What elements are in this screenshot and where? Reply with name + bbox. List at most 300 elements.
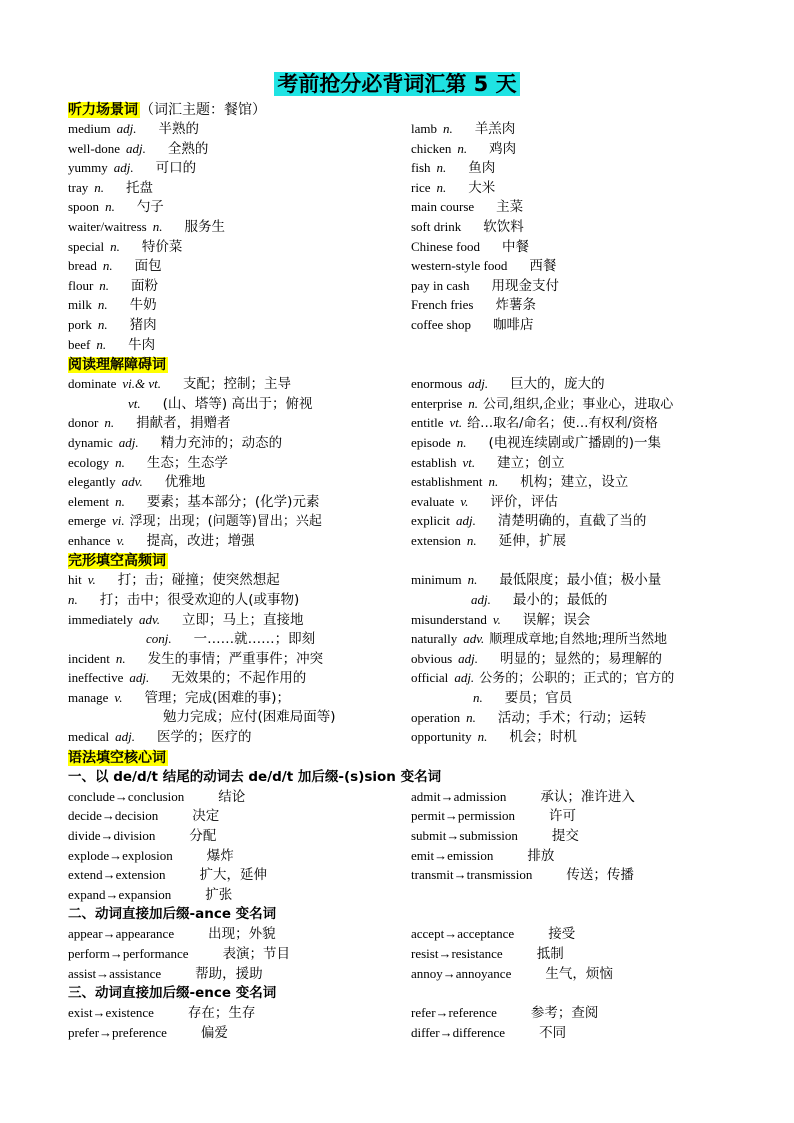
entry-word: lamb [411, 121, 437, 136]
entry-pos: n. [443, 121, 453, 136]
entry-meaning: 羊羔肉 [474, 121, 516, 137]
entry-meaning: 帮助，援助 [195, 965, 263, 982]
entry-meaning: 面包 [134, 258, 162, 275]
entry-pos: adj. [115, 729, 136, 745]
vocab-row [68, 374, 758, 394]
entry-meaning: 机会；时机 [509, 729, 577, 746]
vocab-row [68, 315, 758, 335]
right-entry [411, 806, 576, 827]
entry-meaning: 活动；手术；行动；运转 [497, 709, 647, 726]
right-entry [473, 688, 572, 709]
left-entry [68, 610, 304, 631]
entry-meaning: 牛肉 [128, 336, 156, 353]
entry-pos: v. [87, 572, 96, 588]
entry-meaning: 面粉 [131, 277, 159, 294]
entry-pos: adv. [138, 611, 161, 627]
entry-pos: adj. [468, 376, 489, 392]
right-entry [471, 590, 607, 611]
right-entry [411, 846, 554, 867]
left-entry [68, 688, 290, 709]
entry-pos: n. [96, 336, 107, 352]
entry-meaning: 一……就……；即刻 [193, 631, 316, 648]
left-entry [68, 276, 158, 297]
vocab-row [68, 964, 758, 984]
vocab-row [68, 727, 758, 747]
entry-meaning: 给…取名/命名；使…有权利/资格 [467, 416, 658, 432]
entry-pos: n. [68, 592, 78, 608]
entry-pos: n. [94, 179, 104, 195]
entry-meaning: 最小的；最低的 [512, 592, 608, 609]
right-entry [411, 924, 575, 945]
entry-word: expand→expansion [68, 886, 172, 902]
entry-pos: n. [466, 709, 476, 725]
entry-meaning: 分配 [189, 828, 217, 844]
entry-word: ecology [68, 454, 110, 470]
entry-pos: adj. [113, 160, 134, 176]
section-heading-note: （词汇主题：餐馆） [140, 102, 266, 118]
entry-word: minimum [411, 572, 462, 588]
right-entry [411, 511, 646, 532]
left-entry [68, 413, 231, 434]
left-entry [68, 374, 291, 395]
vocab-row [68, 119, 758, 139]
entry-word: medium [68, 121, 111, 136]
entry-meaning: 误解；误会 [522, 611, 591, 628]
entry-word: differ→difference [411, 1024, 506, 1040]
left-entry [68, 727, 252, 748]
entry-word: western-style food [411, 258, 508, 274]
entry-meaning: 公务的；公职的；正式的；官方的 [479, 671, 675, 687]
section-heading [68, 747, 758, 767]
right-entry [411, 531, 566, 552]
entry-meaning: 巨大的，庞大的 [510, 376, 605, 393]
entry-word: hit [68, 572, 82, 588]
entry-word: explode→explosion [68, 847, 173, 863]
right-entry [411, 256, 556, 277]
entry-pos: n. [488, 474, 499, 490]
right-entry [411, 374, 605, 395]
entry-word: divide→division [68, 828, 156, 843]
left-entry [68, 315, 157, 336]
entry-meaning: 抵制 [536, 945, 564, 962]
entry-meaning: 咖啡店 [493, 316, 534, 333]
right-entry [411, 433, 661, 454]
entry-word: rice [411, 179, 431, 195]
vocab-row [68, 1023, 758, 1043]
right-entry [411, 964, 613, 985]
entry-meaning: 机构；建立，设立 [520, 474, 629, 491]
vocab-row [68, 846, 758, 866]
entry-word: official [411, 670, 449, 686]
vocab-row [68, 826, 758, 846]
right-entry [411, 453, 565, 474]
entry-pos: n. [152, 218, 163, 234]
vocab-row [68, 708, 758, 728]
right-entry [411, 178, 495, 199]
entry-word: special [68, 238, 105, 254]
page-title [0, 68, 794, 100]
entry-word: immediately [68, 611, 133, 627]
left-entry [68, 139, 208, 160]
entry-word: obvious [411, 650, 453, 666]
entry-meaning: 表演；节目 [222, 945, 291, 962]
entry-meaning: (山、塔等) 高出于；俯视 [162, 395, 313, 412]
entry-pos: v. [492, 611, 501, 627]
vocab-row [68, 413, 758, 433]
entry-meaning: 排放 [527, 847, 555, 864]
entry-meaning: 医学的；医疗的 [157, 729, 252, 746]
vocab-row [68, 865, 758, 885]
vocab-row [68, 787, 758, 807]
section-heading [68, 99, 758, 119]
entry-word: accept→acceptance [411, 926, 515, 942]
entry-pos: n. [477, 729, 488, 745]
entry-word: dynamic [68, 434, 113, 450]
entry-pos: n. [97, 316, 108, 332]
entry-pos: adj. [118, 434, 139, 450]
entry-meaning: 延伸，扩展 [498, 532, 567, 549]
entry-meaning: 扩张 [205, 886, 233, 903]
vocab-row [68, 511, 758, 531]
entry-meaning: 特价菜 [141, 238, 183, 255]
entry-word: enterprise [411, 395, 463, 411]
entry-pos: adj. [456, 513, 476, 529]
entry-word: extend→extension [68, 867, 166, 883]
entry-word: pay in cash [411, 277, 470, 293]
right-entry [411, 158, 495, 179]
left-entry [68, 237, 182, 258]
entry-meaning: 发生的事情；严重事件；冲突 [147, 650, 324, 667]
entry-word: donor [68, 415, 99, 431]
entry-word: annoy→annoyance [411, 965, 512, 981]
entry-word: emit→emission [411, 847, 494, 863]
left-entry [68, 924, 276, 945]
left-entry [68, 531, 255, 552]
entry-pos: v. [460, 493, 469, 509]
entry-meaning: 要员；官员 [504, 690, 573, 707]
entry-pos: adv. [463, 631, 485, 647]
entry-meaning: 顺理成章地;自然地;理所当然地 [489, 632, 668, 648]
right-entry [411, 217, 524, 238]
right-entry [411, 1003, 598, 1024]
vocab-row [68, 335, 758, 355]
entry-meaning: 结论 [218, 788, 246, 805]
left-entry [68, 826, 216, 847]
left-entry [68, 1003, 255, 1024]
entry-meaning: 存在；生存 [187, 1005, 256, 1022]
entry-pos: n. [436, 160, 447, 176]
entry-meaning: 西餐 [529, 258, 557, 275]
entry-pos: v. [114, 690, 123, 706]
section-heading-label: 语法填空核心词 [68, 749, 166, 766]
vocab-row [68, 178, 758, 198]
entry-word: decide→decision [68, 808, 159, 824]
entry-pos: adj. [129, 670, 150, 686]
entry-pos: adj. [458, 650, 479, 666]
entry-meaning: 管理；完成(困难的事)； [144, 690, 291, 707]
entry-meaning: 打；击中；很受欢迎的人(或事物) [99, 592, 300, 609]
entry-meaning: 提交 [551, 828, 579, 844]
entry-meaning: 中餐 [501, 238, 529, 255]
entry-word: main course [411, 199, 475, 215]
entry-word: establishment [411, 474, 483, 490]
entry-pos: adj. [125, 140, 146, 156]
entry-word: medical [68, 729, 110, 745]
vocab-row [68, 531, 758, 551]
left-entry [68, 472, 205, 493]
entry-meaning: 无效果的；不起作用的 [171, 670, 307, 687]
vocab-row [68, 237, 758, 257]
group-title: 一、以 de/d/t 结尾的动词去 de/d/t 加后缀-(s)sion 变名词 [68, 768, 442, 785]
entry-word: naturally [411, 631, 458, 647]
vocab-row [68, 649, 758, 669]
left-entry [146, 629, 315, 650]
entry-meaning: 承认；准许进入 [540, 788, 635, 805]
right-entry [411, 315, 534, 336]
left-entry [163, 708, 336, 728]
entry-meaning: (电视连续剧或广播剧的)一集 [488, 434, 662, 451]
entry-pos: adj. [454, 670, 475, 686]
left-entry [68, 511, 322, 532]
entry-word: tray [68, 179, 89, 195]
entry-pos: vt. [128, 395, 141, 411]
entry-meaning: 捐献者，捐赠者 [136, 415, 231, 432]
entry-word: prefer→preference [68, 1024, 167, 1040]
right-entry [411, 472, 628, 493]
entry-word: submit→submission [411, 828, 518, 843]
entry-word: yummy [68, 160, 108, 176]
vocab-row [68, 924, 758, 944]
entry-word: pork [68, 316, 92, 332]
right-entry [411, 865, 634, 886]
right-entry [411, 1023, 566, 1044]
entry-word: refer→reference [411, 1005, 497, 1021]
vocab-row [68, 276, 758, 296]
entry-pos: n. [468, 395, 479, 411]
entry-meaning: 公司,组织,企业；事业心，进取心 [483, 396, 674, 412]
entry-meaning: 浮现；出现；(问题等)冒出；兴起 [129, 514, 322, 530]
entry-meaning: 精力充沛的；动态的 [160, 434, 283, 451]
entry-pos: n. [456, 434, 467, 450]
entry-word: assist→assistance [68, 965, 162, 981]
entry-word: permit→permission [411, 808, 515, 824]
entry-pos: n. [99, 277, 110, 293]
entry-meaning: 炸薯条 [495, 297, 536, 314]
entry-pos: n. [105, 199, 115, 215]
entry-word: waiter/waitress [68, 218, 147, 234]
entry-word: evaluate [411, 493, 455, 509]
entry-meaning: 决定 [192, 808, 220, 825]
entry-meaning: 软饮料 [483, 218, 524, 235]
section-heading [68, 550, 758, 570]
entry-meaning: 立即；马上；直接地 [182, 611, 304, 628]
entry-meaning: 偏爱 [200, 1024, 228, 1041]
entry-word: milk [68, 297, 92, 313]
entry-word: flour [68, 277, 94, 293]
vocab-row [68, 256, 758, 276]
entry-pos: v. [116, 532, 125, 548]
entry-pos: n. [97, 297, 108, 313]
left-entry [68, 335, 155, 356]
left-entry [68, 119, 199, 140]
entry-meaning: 可口的 [155, 160, 197, 177]
entry-meaning: 许可 [549, 808, 576, 825]
right-entry [411, 708, 646, 729]
entry-pos: n. [110, 238, 120, 254]
vocab-row [68, 688, 758, 708]
left-entry [68, 885, 232, 906]
left-entry [68, 178, 153, 199]
left-entry [128, 394, 312, 415]
entry-word: elegantly [68, 474, 116, 490]
entry-pos: n. [102, 258, 113, 274]
entry-meaning: 大米 [468, 179, 496, 196]
entry-word: entitle [411, 415, 444, 431]
entry-meaning: 鸡肉 [489, 140, 517, 157]
entry-word: explicit [411, 513, 450, 529]
section-heading-label: 完形填空高频词 [68, 553, 166, 570]
vocab-row [68, 433, 758, 453]
entry-pos: n. [436, 179, 447, 195]
left-entry [68, 256, 162, 277]
entry-pos: adj. [471, 592, 491, 608]
right-entry [411, 139, 516, 160]
entry-meaning: 全熟的 [167, 140, 209, 157]
entry-word: manage [68, 690, 109, 706]
page-title-text: 考前抢分必背词汇第 5 天 [274, 72, 519, 96]
entry-word: perform→performance [68, 945, 189, 961]
right-entry [411, 649, 662, 670]
left-entry [68, 433, 282, 454]
vocabulary-document [68, 99, 758, 1042]
entry-word: French fries [411, 297, 474, 313]
entry-word: admit→admission [411, 788, 507, 804]
entry-word: emerge [68, 513, 107, 529]
entry-meaning: 明显的；显然的；易理解的 [500, 650, 663, 667]
right-entry [411, 610, 590, 631]
vocab-row [68, 806, 758, 826]
entry-pos: n. [466, 532, 477, 548]
entry-meaning: 鱼肉 [468, 160, 496, 177]
right-entry [411, 944, 564, 965]
left-entry [68, 668, 306, 689]
left-entry [68, 806, 219, 827]
entry-meaning: 参考；查阅 [530, 1005, 599, 1022]
group-title: 三、动词直接加后缀-ence 变名词 [68, 985, 277, 1002]
entry-word: dominate [68, 376, 117, 392]
right-entry [411, 787, 635, 808]
section-heading [68, 354, 758, 374]
entry-word: transmit→transmission [411, 867, 533, 883]
entry-meaning: 扩大，延伸 [199, 867, 267, 884]
right-entry [411, 492, 558, 513]
entry-word: enormous [411, 376, 463, 392]
entry-meaning: 猪肉 [129, 316, 157, 333]
entry-word: spoon [68, 199, 100, 215]
entry-meaning: 勺子 [136, 199, 164, 216]
entry-pos: vt. [462, 454, 476, 470]
entry-meaning: 最低限度；最小值；极小量 [499, 572, 662, 589]
left-entry [68, 295, 157, 316]
right-entry [411, 394, 673, 415]
entry-meaning: 传送；传播 [566, 867, 634, 884]
right-entry [411, 276, 559, 297]
entry-word: fish [411, 160, 431, 176]
entry-meaning: 用现金支付 [491, 277, 559, 294]
entry-meaning: 清楚明确的，直截了当的 [497, 513, 647, 530]
left-entry [68, 453, 228, 474]
left-entry [68, 492, 319, 513]
entry-word: establish [411, 454, 457, 470]
entry-meaning: 接受 [548, 926, 576, 943]
left-entry [68, 217, 225, 238]
section-heading-label: 听力场景词 [68, 102, 138, 118]
entry-pos: vi.& vt. [122, 376, 162, 392]
vocab-row [68, 610, 758, 630]
left-entry [68, 570, 280, 591]
entry-word: coffee shop [411, 316, 472, 332]
left-entry [68, 787, 245, 808]
vocab-row [68, 668, 758, 688]
entry-word: element [68, 493, 110, 509]
vocab-row [68, 944, 758, 964]
entry-word: well-done [68, 140, 120, 156]
entry-pos: n. [115, 493, 125, 509]
entry-word: enhance [68, 532, 111, 548]
right-entry [411, 295, 536, 316]
entry-meaning: 评价，评估 [490, 493, 558, 510]
vocab-row [68, 472, 758, 492]
left-entry [68, 158, 196, 179]
vocab-row [68, 492, 758, 512]
entry-meaning: 牛奶 [129, 297, 157, 314]
left-entry [68, 649, 323, 670]
vocab-row [68, 394, 758, 414]
vocab-row [68, 590, 758, 610]
entry-word: operation [411, 709, 461, 725]
entry-meaning: 爆炸 [206, 847, 234, 864]
entry-word: incident [68, 650, 110, 666]
entry-meaning: 生气，烦恼 [545, 965, 613, 982]
left-entry [68, 964, 263, 985]
right-entry [411, 237, 529, 258]
entry-word: resist→resistance [411, 945, 503, 961]
entry-word: misunderstand [411, 611, 487, 627]
entry-meaning: 主菜 [496, 199, 524, 216]
entry-pos: adj. [116, 121, 137, 136]
entry-word: opportunity [411, 729, 472, 745]
entry-pos: conj. [146, 631, 172, 647]
entry-word: Chinese food [411, 238, 480, 254]
entry-pos: n. [115, 650, 126, 666]
entry-meaning: 建立；创立 [497, 454, 565, 471]
left-entry [68, 197, 164, 218]
entry-meaning: 优雅地 [164, 474, 206, 491]
left-entry [68, 590, 299, 611]
vocab-row [68, 158, 758, 178]
entry-pos: n. [473, 690, 483, 706]
left-entry [68, 865, 267, 886]
right-entry [411, 668, 674, 689]
entry-meaning: 出现；外貌 [208, 926, 276, 943]
entry-meaning: 打；击；碰撞；使突然想起 [117, 572, 280, 589]
entry-word: episode [411, 434, 451, 450]
entry-pos: adv. [121, 474, 143, 490]
left-entry [68, 944, 290, 965]
entry-word: soft drink [411, 218, 462, 234]
vocab-row [68, 1003, 758, 1023]
group-title: 二、动词直接加后缀-ance 变名词 [68, 906, 277, 923]
